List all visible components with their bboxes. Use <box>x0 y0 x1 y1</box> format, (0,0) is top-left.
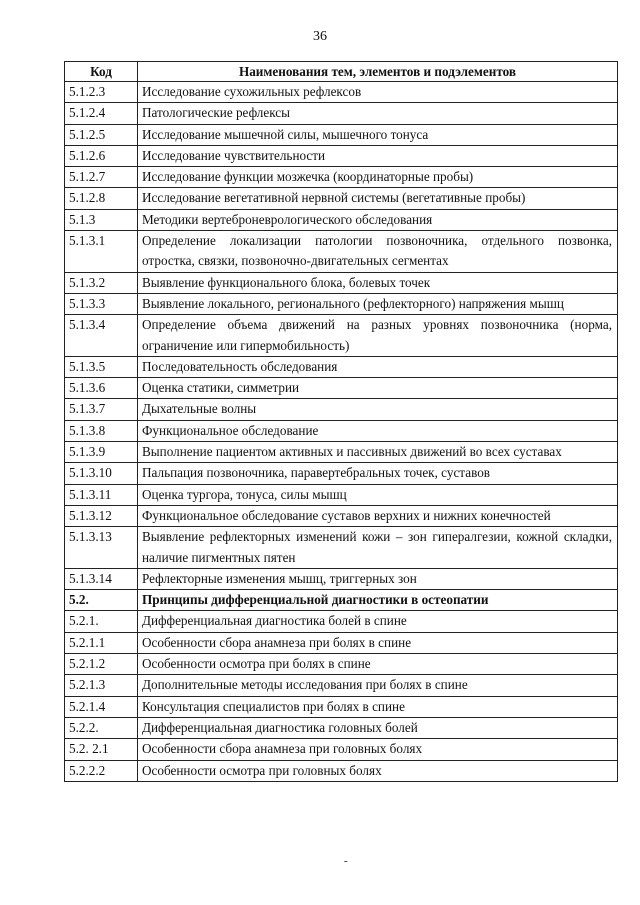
table-row <box>65 568 618 589</box>
table-row <box>65 399 618 420</box>
row-title: Пальпация позвоночника, паравертебральных точек, суставов <box>138 463 618 484</box>
table-body <box>65 82 618 782</box>
row-title: Исследование сухожильных рефлексов <box>138 82 618 103</box>
table-row <box>65 82 618 103</box>
row-title: Исследование вегетативной нервной системы (вегетативные пробы) <box>138 188 618 209</box>
row-title: Выявление рефлекторных изменений кожи – зон гипералгезии, кожной складки, наличие пигментных пятен <box>138 527 618 569</box>
table-row <box>65 145 618 166</box>
row-title: Оценка статики, симметрии <box>138 378 618 399</box>
table-row <box>65 272 618 293</box>
row-title: Особенности осмотра при головных болях <box>138 760 618 781</box>
table-row <box>65 231 618 273</box>
table-header-row <box>65 62 618 82</box>
row-code: 5.1.2.7 <box>65 167 138 188</box>
table-row <box>65 378 618 399</box>
footer-mark: - <box>344 855 348 867</box>
table-row <box>65 463 618 484</box>
table-row <box>65 103 618 124</box>
row-code: 5.1.3.8 <box>65 420 138 441</box>
row-code: 5.2.1.1 <box>65 632 138 653</box>
row-title: Функциональное обследование <box>138 420 618 441</box>
row-code: 5.1.3.7 <box>65 399 138 420</box>
row-code: 5.2.1.4 <box>65 696 138 717</box>
row-code: 5.1.3.12 <box>65 505 138 526</box>
row-code: 5.1.3.6 <box>65 378 138 399</box>
column-header-title: Наименования тем, элементов и подэлементов <box>138 62 618 82</box>
table-row <box>65 505 618 526</box>
row-code: 5.2. <box>65 590 138 611</box>
row-code: 5.1.2.6 <box>65 145 138 166</box>
row-code: 5.1.2.3 <box>65 82 138 103</box>
row-title: Оценка тургора, тонуса, силы мышц <box>138 484 618 505</box>
table-row <box>65 739 618 760</box>
table-row <box>65 356 618 377</box>
row-code: 5.1.3.1 <box>65 231 138 273</box>
table-row <box>65 611 618 632</box>
table-row <box>65 717 618 738</box>
row-title: Последовательность обследования <box>138 356 618 377</box>
table-row <box>65 188 618 209</box>
row-title: Дополнительные методы исследования при болях в спине <box>138 675 618 696</box>
row-title: Определение локализации патологии позвоночника, отдельного позвонка, отростка, связки, позвоночно-двигательных сегментах <box>138 231 618 273</box>
row-title: Особенности осмотра при болях в спине <box>138 654 618 675</box>
table-row <box>65 484 618 505</box>
row-code: 5.1.3.10 <box>65 463 138 484</box>
row-title: Рефлекторные изменения мышц, триггерных зон <box>138 568 618 589</box>
table-row <box>65 124 618 145</box>
row-code: 5.1.3.5 <box>65 356 138 377</box>
row-title: Методики вертеброневрологического обследования <box>138 209 618 230</box>
table-row <box>65 420 618 441</box>
row-code: 5.1.3.3 <box>65 293 138 314</box>
table-row <box>65 590 618 611</box>
table-row <box>65 167 618 188</box>
row-code: 5.2.2. <box>65 717 138 738</box>
row-code: 5.1.3.4 <box>65 315 138 357</box>
row-title: Определение объема движений на разных уровнях позвоночника (норма, ограничение или гипермобильность) <box>138 315 618 357</box>
row-title: Дыхательные волны <box>138 399 618 420</box>
column-header-code: Код <box>65 62 138 82</box>
row-code: 5.1.3.14 <box>65 568 138 589</box>
table-row <box>65 442 618 463</box>
row-code: 5.1.3.9 <box>65 442 138 463</box>
row-title: Выявление функционального блока, болевых точек <box>138 272 618 293</box>
table-row <box>65 293 618 314</box>
row-title: Принципы дифференциальной диагностики в остеопатии <box>138 590 618 611</box>
row-code: 5.1.3.11 <box>65 484 138 505</box>
row-title: Исследование мышечной силы, мышечного тонуса <box>138 124 618 145</box>
row-code: 5.1.2.5 <box>65 124 138 145</box>
row-title: Патологические рефлексы <box>138 103 618 124</box>
row-title: Дифференциальная диагностика головных болей <box>138 717 618 738</box>
row-title: Исследование функции мозжечка (координаторные пробы) <box>138 167 618 188</box>
row-code: 5.1.3.2 <box>65 272 138 293</box>
row-title: Выполнение пациентом активных и пассивных движений во всех суставах <box>138 442 618 463</box>
row-title: Функциональное обследование суставов верхних и нижних конечностей <box>138 505 618 526</box>
table-row <box>65 696 618 717</box>
row-code: 5.2.1. <box>65 611 138 632</box>
table-row <box>65 527 618 569</box>
page-number: 36 <box>313 29 327 44</box>
table-row <box>65 654 618 675</box>
row-title: Особенности сбора анамнеза при болях в спине <box>138 632 618 653</box>
table-row <box>65 632 618 653</box>
row-title: Консультация специалистов при болях в спине <box>138 696 618 717</box>
table-row <box>65 760 618 781</box>
table-row <box>65 675 618 696</box>
row-code: 5.1.3 <box>65 209 138 230</box>
row-code: 5.1.2.8 <box>65 188 138 209</box>
row-code: 5.1.3.13 <box>65 527 138 569</box>
row-code: 5.2.2.2 <box>65 760 138 781</box>
row-title: Исследование чувствительности <box>138 145 618 166</box>
table-row <box>65 315 618 357</box>
row-code: 5.1.2.4 <box>65 103 138 124</box>
row-title: Выявление локального, регионального (рефлекторного) напряжения мышц <box>138 293 618 314</box>
row-title: Особенности сбора анамнеза при головных болях <box>138 739 618 760</box>
row-code: 5.2. 2.1 <box>65 739 138 760</box>
row-title: Дифференциальная диагностика болей в спине <box>138 611 618 632</box>
row-code: 5.2.1.3 <box>65 675 138 696</box>
table-row <box>65 209 618 230</box>
row-code: 5.2.1.2 <box>65 654 138 675</box>
topics-table <box>64 61 618 782</box>
